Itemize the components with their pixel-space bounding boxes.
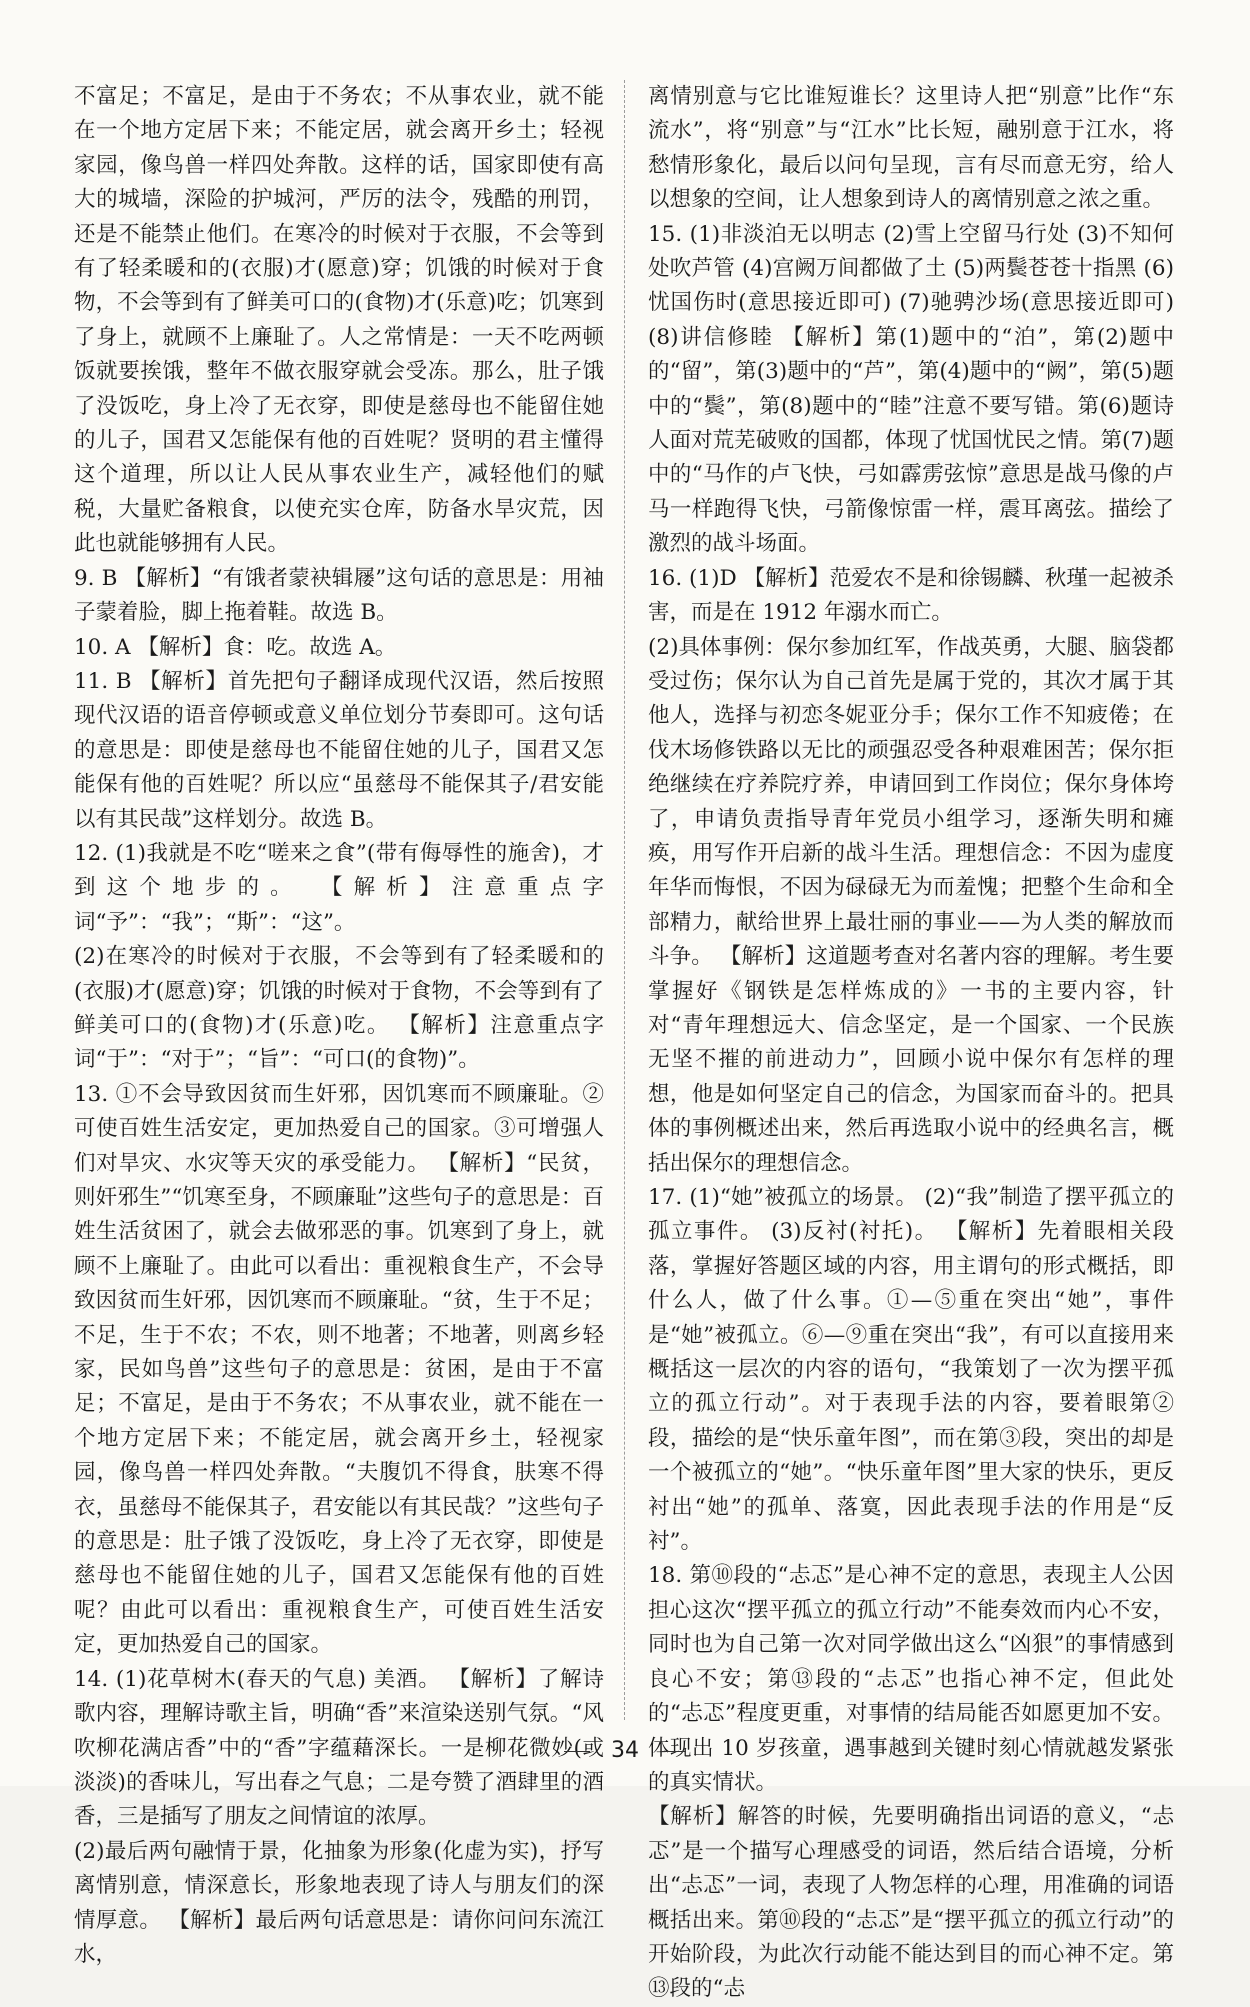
page-number: 34 bbox=[611, 1738, 639, 1763]
answer-10: 10. A 【解析】食：吃。故选 A。 bbox=[74, 634, 397, 660]
answer-16-2: (2)具体事例：保尔参加红军，作战英勇，大腿、脑袋都受过伤；保尔认为自己首先是属于党的，其次才属于其他人，选择与初恋冬妮亚分手；保尔工作不知疲倦；在伐木场修铁路以无比的顽强忍受各种艰难困苦；保尔拒绝继续在疗养院疗养，申请回到工作岗位；保尔身体垮了，申请负责指导青年党员小组学习，逐渐失明和瘫痪，用写作开启新的战斗生活。理想信念：不因为虚度年华而悔恨，不因为碌碌无为而羞愧；把整个生命和全部精力，献给世界上最壮丽的事业——为人类的解放而斗争。 【解析】这道题考查对名著内容的理解。考生要掌握好《钢铁是怎样炼成的》一书的主要内容，针对“青年理想远大、信念坚定，是一个国家、一个民族无坚不摧的前进动力”，回顾小说中保尔有怎样的理想，他是如何坚定自己的信念，为国家而奋斗的。把具体的事例概述出来，然后再选取小说中的经典名言，概括出保尔的理想信念。 bbox=[648, 634, 1174, 1176]
paragraph: 离情别意与它比谁短谁长？这里诗人把“别意”比作“东流水”，将“别意”与“江水”比长短，融别意于江水，将愁情形象化，最后以问句呈现，言有尽而意无穷，给人以想象的空间，让人想象到诗人的离情别意之浓之重。 bbox=[648, 84, 1174, 213]
answer-14-1: 14. (1)花草树木(春天的气息) 美酒。 【解析】了解诗歌内容，理解诗歌主旨，明确“香”来渲染送别气氛。“风吹柳花满店香”中的“香”字蕴藉深长。一是柳花微妙(或淡淡)的香味儿，写出春之气息；二是夸赞了酒肆里的酒香，三是插写了朋友之间情谊的浓厚。 bbox=[74, 1666, 604, 1830]
answer-14-2: (2)最后两句融情于景，化抽象为形象(化虚为实)，抒写离情别意，情深意长，形象地表现了诗人与朋友们的深情厚意。 【解析】最后两句话意思是：请你问问东流江水， bbox=[74, 1838, 604, 1967]
paragraph: 不富足；不富足，是由于不务农；不从事农业，就不能在一个地方定居下来；不能定居，就会离开乡土；轻视家园，像鸟兽一样四处奔散。这样的话，国家即使有高大的城墙，深险的护城河，严厉的法令，残酷的刑罚，还是不能禁止他们。在寒冷的时候对于衣服，不会等到有了轻柔暖和的(衣服)才(愿意)穿；饥饿的时候对于食物，不会等到有了鲜美可口的(食物)才(乐意)吃；饥寒到了身上，就顾不上廉耻了。人之常情是：一天不吃两顿饭就要挨饿，整年不做衣服穿就会受冻。那么，肚子饿了没饭吃，身上冷了无衣穿，即使是慈母也不能留住她的儿子，国君又怎能保有他的百姓呢？贤明的君主懂得这个道理，所以让人民从事农业生产，减轻他们的赋税，大量贮备粮食，以使充实仓库，防备水旱灾荒，因此也就能够拥有人民。 bbox=[74, 84, 604, 557]
footer-dash-right bbox=[660, 1751, 686, 1752]
answer-18-analysis: 【解析】解答的时候，先要明确指出词语的意义，“忐忑”是一个描写心理感受的词语，然后结合语境，分析出“忐忑”一词，表现了人物怎样的心理，用准确的词语概括出来。第⑩段的“忐忑”是“摆平孤立的孤立行动”的开始阶段，为此次行动能不能达到目的而心神不定。第⑬段的“忐 bbox=[648, 1804, 1174, 2002]
answer-11: 11. B 【解析】首先把句子翻译成现代汉语，然后按照现代汉语的语音停顿或意义单位划分节奏即可。这句话的意思是：即使是慈母也不能留住她的儿子，国君又怎能保有他的百姓呢？所以应“虽慈母不能保其子/君安能以有其民哉”这样划分。故选 B。 bbox=[74, 668, 604, 832]
answer-12-2: (2)在寒冷的时候对于衣服，不会等到有了轻柔暖和的(衣服)才(愿意)穿；饥饿的时候对于食物，不会等到有了鲜美可口的(食物)才(乐意)吃。 【解析】注意重点字词“于”：“对于”；“旨”：“可口(的食物)”。 bbox=[74, 944, 604, 1073]
answer-15: 15. (1)非淡泊无以明志 (2)雪上空留马行处 (3)不知何处吹芦管 (4)宫阙万间都做了土 (5)两鬓苍苍十指黑 (6)忧国伤时(意思接近即可) (7)驰骋沙场(意思接近即可) (8)讲信修睦 【解析】第(1)题中的“泊”，第(2)题中的“留”，第(3)题中的“芦”，第(4)题中的“阙”，第(5)题中的“鬓”，第(8)题中的“睦”注意不要写错。第(6)题诗人面对荒芜破败的国都，体现了忧国忧民之情。第(7)题中的“马作的卢飞快，弓如霹雳弦惊”意思是战马像的卢马一样跑得飞快，弓箭像惊雷一样，震耳离弦。描绘了激烈的战斗场面。 bbox=[648, 221, 1174, 557]
footer-dash-left bbox=[564, 1751, 590, 1752]
right-column bbox=[648, 80, 1174, 2007]
page-footer bbox=[0, 1738, 1250, 1763]
column-divider bbox=[624, 80, 625, 1720]
answer-17: 17. (1)“她”被孤立的场景。 (2)“我”制造了摆平孤立的孤立事件。 (3)反衬(衬托)。 【解析】先着眼相关段落，掌握好答题区域的内容，用主谓句的形式概括，即什么人，做了什么事。①—⑤重在突出“她”，事件是“她”被孤立。⑥—⑨重在突出“我”，有可以直接用来概括这一层次的内容的语句，“我策划了一次为摆平孤立的孤立行动”。对于表现手法的内容，要着眼第②段，描绘的是“快乐童年图”，而在第③段，突出的却是一个被孤立的“她”。“快乐童年图”里大家的快乐，更反衬出“她”的孤单、落寞，因此表现手法的作用是“反衬”。 bbox=[648, 1185, 1174, 1555]
answer-16-1: 16. (1)D 【解析】范爱农不是和徐锡麟、秋瑾一起被杀害，而是在 1912 年溺水而亡。 bbox=[648, 565, 1174, 626]
answer-18: 18. 第⑩段的“忐忑”是心神不定的意思，表现主人公因担心这次“摆平孤立的孤立行动”不能奏效而内心不安，同时也为自己第一次对同学做出这么“凶狠”的事情感到良心不安；第⑬段的“忐忑”也指心神不定，但此处的“忐忑”程度更重，对事情的结局能否如愿更加不安。体现出 10 岁孩童，遇事越到关键时刻心情就越发紧张的真实情状。 bbox=[648, 1563, 1174, 1795]
left-column bbox=[74, 80, 604, 1972]
answer-12-1: 12. (1)我就是不吃“嗟来之食”(带有侮辱性的施舍)，才到这个地步的。 【解析】注意重点字词“予”：“我”；“斯”：“这”。 bbox=[74, 840, 604, 935]
answer-9: 9. B 【解析】“有饿者蒙袂辑屦”这句话的意思是：用袖子蒙着脸，脚上拖着鞋。故选 B。 bbox=[74, 565, 604, 626]
answer-13: 13. ①不会导致因贫而生奸邪，因饥寒而不顾廉耻。②可使百姓生活安定，更加热爱自己的国家。③可增强人们对旱灾、水灾等天灾的承受能力。 【解析】“民贫，则奸邪生”“饥寒至身，不顾廉耻”这些句子的意思是：百姓生活贫困了，就会去做邪恶的事。饥寒到了身上，就顾不上廉耻了。由此可以看出：重视粮食生产，不会导致因贫而生奸邪，因饥寒而不顾廉耻。“贫，生于不足；不足，生于不农；不农，则不地著；不地著，则离乡轻家，民如鸟兽”这些句子的意思是：贫困，是由于不富足；不富足，是由于不务农；不从事农业，就不能在一个地方定居下来；不能定居，就会离开乡土，轻视家园，像鸟兽一样四处奔散。“夫腹饥不得食，肤寒不得衣，虽慈母不能保其子，君安能以有其民哉？”这些句子的意思是：肚子饿了没饭吃，身上冷了无衣穿，即使是慈母也不能留住她的儿子，国君又怎能保有他的百姓呢？由此可以看出：重视粮食生产，可使百姓生活安定，更加热爱自己的国家。 bbox=[74, 1081, 604, 1658]
